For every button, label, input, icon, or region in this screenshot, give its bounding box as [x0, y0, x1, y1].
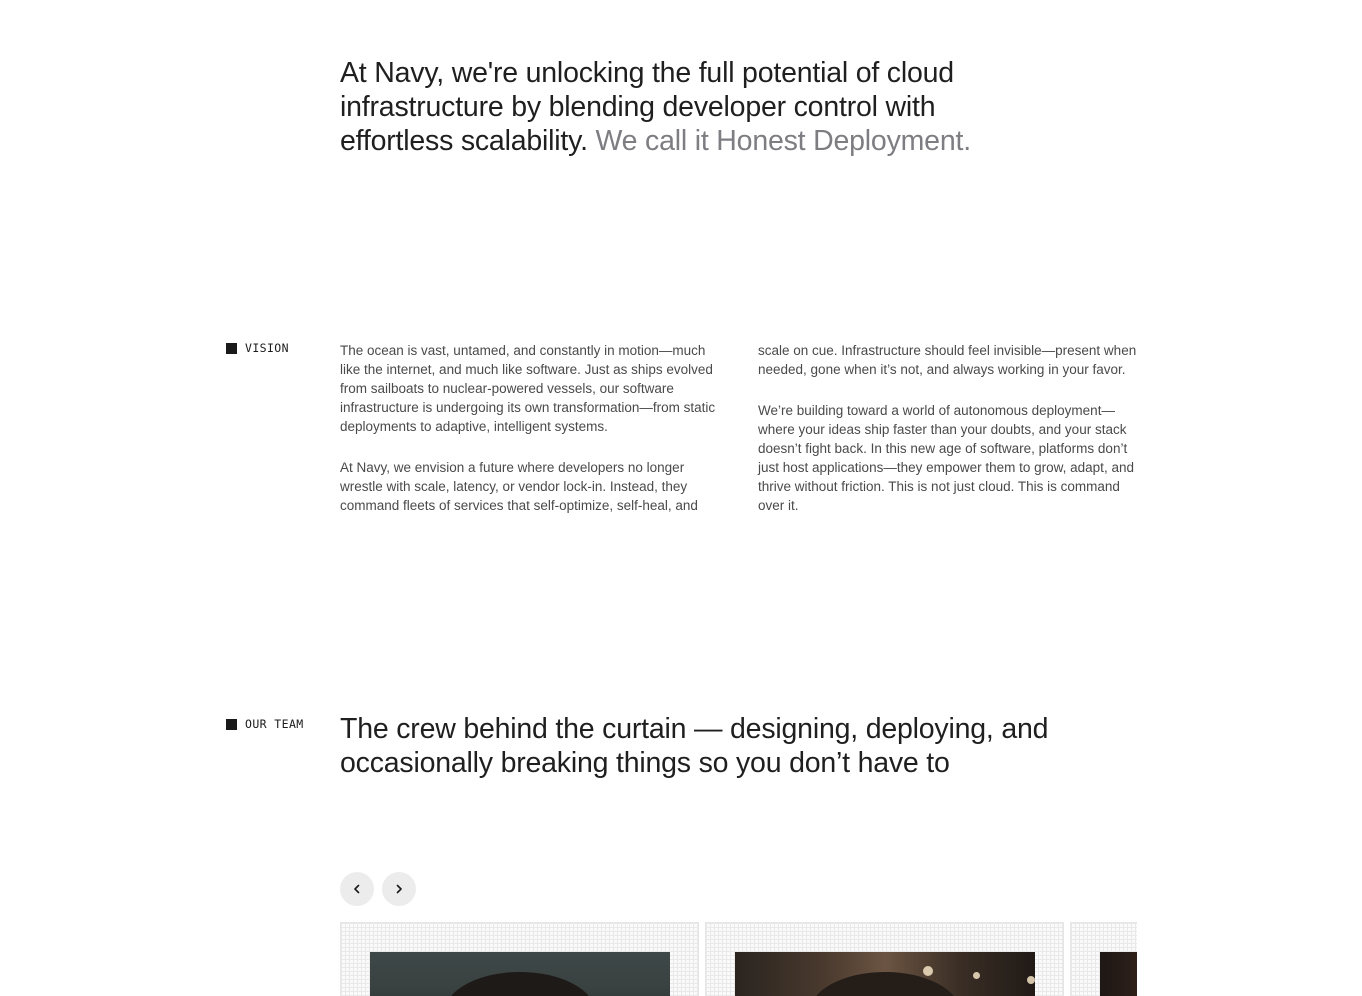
carousel-prev-button[interactable] — [340, 872, 374, 906]
hero-statement — [340, 56, 1000, 158]
chevron-right-icon — [393, 883, 405, 895]
team-member-photo — [1100, 952, 1137, 996]
vision-body — [340, 341, 1140, 526]
vision-paragraph: We’re building toward a world of autonomous deployment—where your ideas ship faster than your doubts, and your stack doesn’t fight back. In this new age of software, platforms don’t just host applications—they empower them to grow, adapt, and thrive without friction. This is not just cloud. This is command over it. — [758, 403, 1134, 513]
team-member-card[interactable] — [705, 922, 1064, 996]
team-label-text: OUR TEAM — [245, 717, 304, 731]
carousel-controls — [340, 872, 416, 906]
team-member-photo — [370, 952, 670, 996]
team-section-label — [226, 717, 304, 731]
team-member-card[interactable] — [340, 922, 699, 996]
square-bullet-icon — [226, 719, 237, 730]
team-carousel — [340, 922, 1137, 996]
team-heading: The crew behind the curtain — designing, deploying, and occasionally breaking things so you don’t have to — [340, 713, 1049, 779]
square-bullet-icon — [226, 343, 237, 354]
carousel-next-button[interactable] — [382, 872, 416, 906]
chevron-left-icon — [351, 883, 363, 895]
team-member-photo — [735, 952, 1035, 996]
vision-paragraph: The ocean is vast, untamed, and constantly in motion—much like the internet, and much like software. Just as ships evolved from sailboats to nuclear-powered vessels, our software infrastructure is undergoing its own transformation—from static deployments to adaptive, intelligent systems. — [340, 343, 716, 434]
team-member-card[interactable] — [1070, 922, 1137, 996]
vision-section-label — [226, 341, 289, 355]
vision-label-text: VISION — [245, 341, 289, 355]
vision-paragraph: At Navy, we envision a future where developers no longer wrestle with scale, latency, or vendor lock-in. Instead, they command fleets of services that self-optimize, self-heal, and scale on cue. Infrastructure should feel invisible—present when needed, gone when it’s not, and always working in your favor. — [340, 343, 1137, 513]
hero-tagline: We call it Honest Deployment. — [595, 125, 971, 157]
hero-text: At Navy, we're unlocking the full potential of cloud infrastructure by blending developer control with effortless scalability. — [340, 57, 954, 157]
